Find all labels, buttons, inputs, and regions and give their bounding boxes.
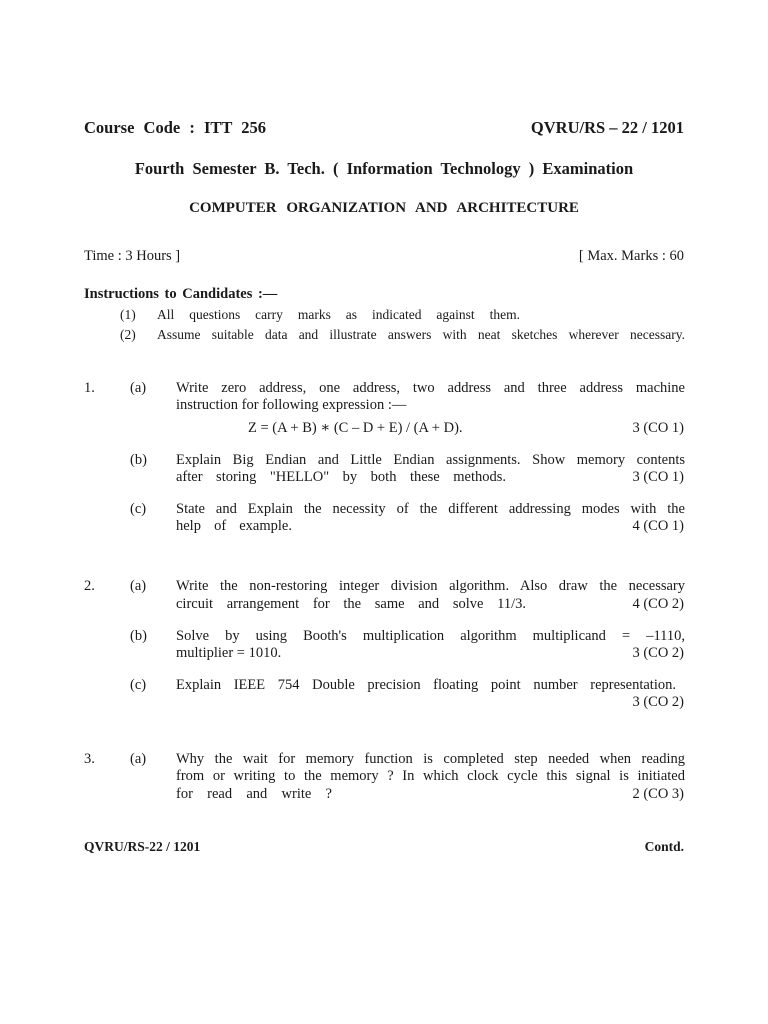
question-text: circuit arrangement for the same and solve 11/3. (176, 596, 526, 612)
footer-contd: Contd. (644, 839, 684, 854)
marks: 4 (CO 1) (632, 518, 684, 534)
course-code: Course Code : ITT 256 (84, 118, 266, 137)
part-label: (c) (130, 501, 147, 517)
question-text: Why the wait for memory function is completed step needed when reading (176, 751, 685, 767)
marks: 3 (CO 2) (632, 694, 684, 710)
exam-title: Fourth Semester B. Tech. ( Information Technology ) Examination (134, 159, 634, 178)
marks: 3 (CO 2) (632, 645, 684, 661)
question-text: State and Explain the necessity of the different addressing modes with the (176, 501, 685, 517)
part-label: (a) (130, 578, 147, 594)
footer-paper-code: QVRU/RS-22 / 1201 (84, 839, 201, 854)
question-number: 1. (84, 380, 95, 396)
formula: Z = (A + B) ∗ (C – D + E) / (A + D). (248, 420, 463, 436)
marks: 2 (CO 3) (632, 786, 684, 802)
question-text: Explain IEEE 754 Double precision floating point number representation. (176, 677, 676, 693)
question-number: 3. (84, 751, 95, 767)
question-text: help of example. (176, 518, 292, 534)
question-text: from or writing to the memory ? In which clock cycle this signal is initiated (176, 768, 685, 784)
instructions-heading: Instructions to Candidates :— (84, 286, 278, 302)
instruction-num: (1) (120, 307, 136, 322)
part-label: (c) (130, 677, 147, 693)
part-label: (a) (130, 380, 147, 396)
time-label: Time : 3 Hours ] (84, 248, 181, 264)
marks: 3 (CO 1) (632, 469, 684, 485)
marks: 4 (CO 2) (632, 596, 684, 612)
max-marks-label: [ Max. Marks : 60 (578, 248, 684, 264)
question-text: multiplier = 1010. (176, 645, 282, 661)
question-number: 2. (84, 578, 95, 594)
question-text: Write zero address, one address, two address and three address machine (176, 380, 685, 396)
part-label: (a) (130, 751, 147, 767)
part-label: (b) (130, 452, 147, 468)
question-text: after storing "HELLO" by both these methods. (176, 469, 506, 485)
subject-title: COMPUTER ORGANIZATION AND ARCHITECTURE (189, 200, 579, 216)
instruction-text: Assume suitable data and illustrate answers with neat sketches wherever necessary. (157, 327, 685, 342)
instruction-text: All questions carry marks as indicated against them. (157, 307, 520, 322)
question-text: for read and write ? (176, 786, 332, 802)
paper-code: QVRU/RS – 22 / 1201 (530, 118, 684, 137)
question-text: instruction for following expression :— (176, 397, 407, 413)
instruction-num: (2) (120, 327, 136, 342)
question-text: Solve by using Booth's multiplication algorithm multiplicand = –1110, (176, 628, 685, 644)
question-text: Write the non-restoring integer division algorithm. Also draw the necessary (176, 578, 685, 594)
part-label: (b) (130, 628, 147, 644)
question-text: Explain Big Endian and Little Endian assignments. Show memory contents (176, 452, 685, 468)
marks: 3 (CO 1) (632, 420, 684, 436)
